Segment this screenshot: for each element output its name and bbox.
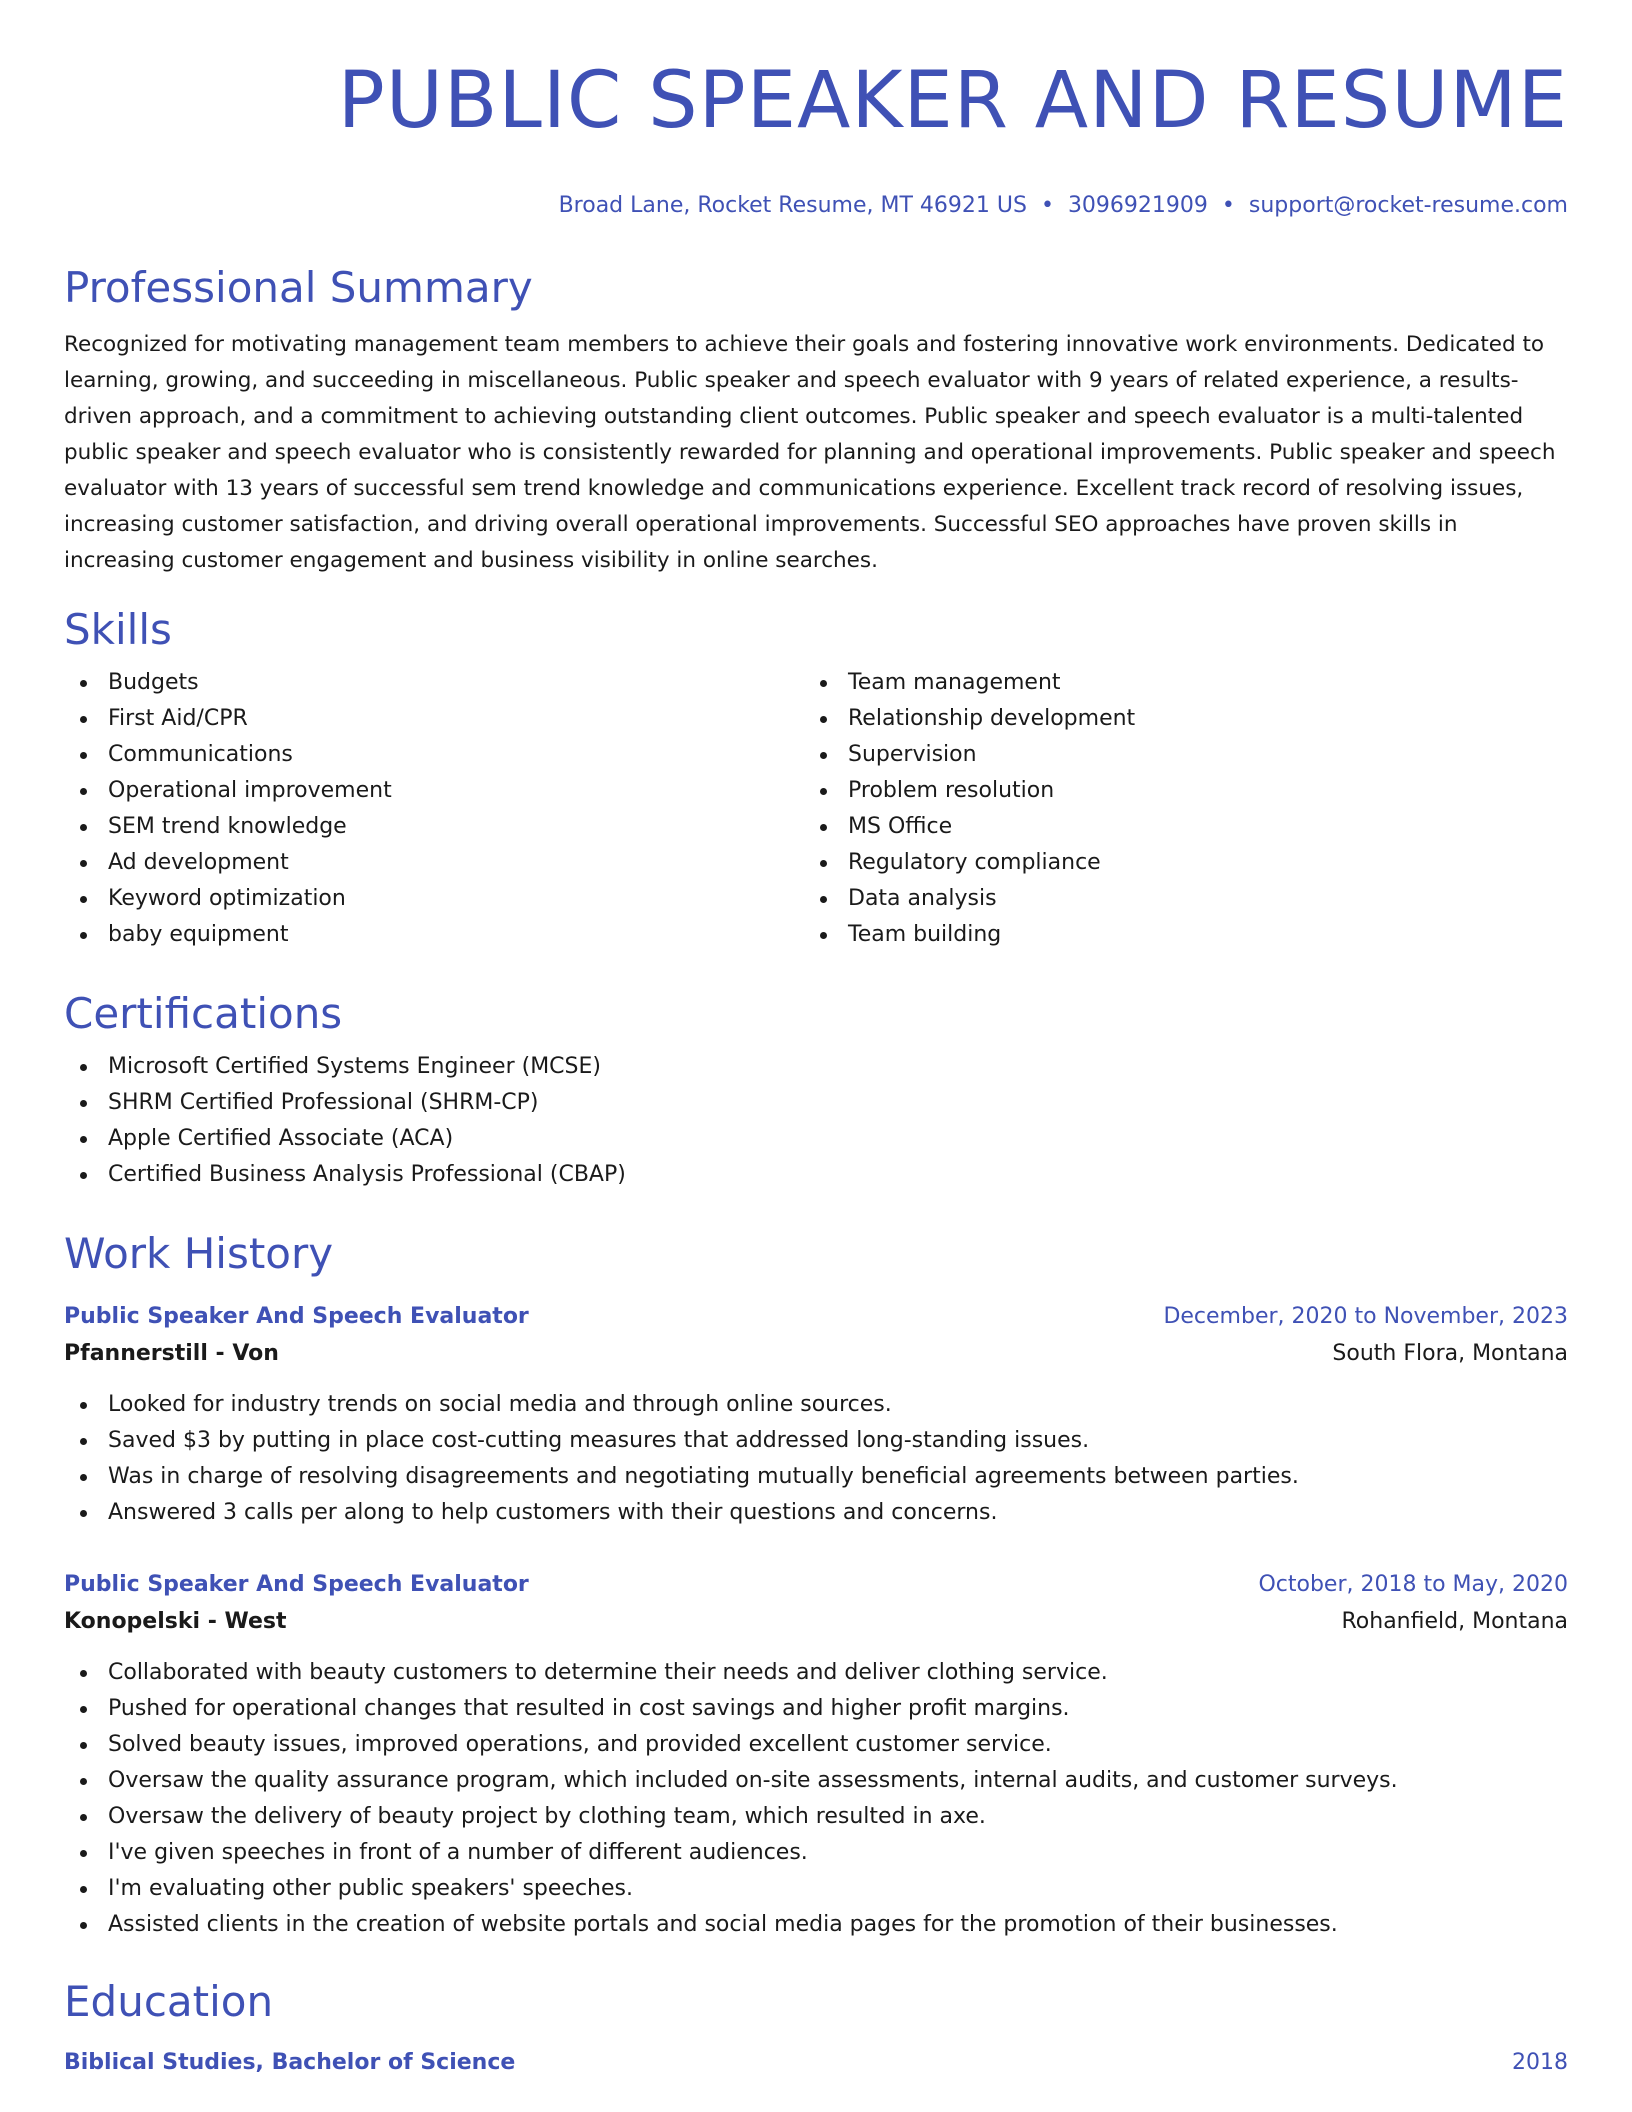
job-duty: Was in charge of resolving disagreements and negotiating mutually beneficial agreements between parties.	[64, 1459, 1568, 1495]
skills-list	[64, 665, 1568, 953]
job-duty: Oversaw the quality assurance program, which included on-site assessments, internal audits, and customer surveys.	[64, 1763, 1568, 1799]
certification-item: SHRM Certified Professional (SHRM-CP)	[64, 1085, 1568, 1121]
job-dates: December, 2020 to November, 2023	[1163, 1304, 1568, 1329]
job-duty: I'm evaluating other public speakers' speeches.	[64, 1871, 1568, 1907]
job-duty: Assisted clients in the creation of website portals and social media pages for the promotion of their businesses.	[64, 1907, 1568, 1943]
job-duty: I've given speeches in front of a number of different audiences.	[64, 1835, 1568, 1871]
skill-item: Data analysis	[804, 881, 1544, 917]
skill-item: Team management	[804, 665, 1544, 701]
skill-item: Problem resolution	[804, 773, 1544, 809]
job-company: Pfannerstill - Von	[64, 1341, 279, 1366]
summary-heading: Professional Summary	[64, 263, 533, 312]
separator-dot: •	[1040, 193, 1054, 218]
job-duty: Oversaw the delivery of beauty project by clothing team, which resulted in axe.	[64, 1799, 1568, 1835]
skill-item: SEM trend knowledge	[64, 809, 804, 845]
certification-item: Certified Business Analysis Professional (CBAP)	[64, 1157, 1568, 1193]
skill-item: Relationship development	[804, 701, 1544, 737]
contact-line	[64, 191, 1568, 221]
summary-text: Recognized for motivating management team members to achieve their goals and fostering innovative work environments. Dedicated to learning, growing, and succeeding in miscellaneous. Public speaker and speech evaluator with 9 years of related experience, a results-driven approach, and a commitment to achieving outstanding client outcomes. Public speaker and speech evaluator is a multi-talented public speaker and speech evaluator who is consistently rewarded for planning and operational improvements. Public speaker and speech evaluator with 13 years of successful sem trend knowledge and communications experience. Excellent track record of resolving issues, increasing customer satisfaction, and driving overall operational improvements. Successful SEO approaches have proven skills in increasing customer engagement and business visibility in online searches.	[64, 332, 1556, 573]
skill-item: MS Office	[804, 809, 1544, 845]
job-location: Rohanfield, Montana	[1341, 1609, 1568, 1634]
certification-item: Microsoft Certified Systems Engineer (MCSE)	[64, 1049, 1568, 1085]
job-duty: Pushed for operational changes that resulted in cost savings and higher profit margins.	[64, 1691, 1568, 1727]
job-duty: Looked for industry trends on social media and through online sources.	[64, 1387, 1568, 1423]
education-entry	[64, 2045, 1568, 2081]
education-heading: Education	[64, 1977, 274, 2026]
skill-item: First Aid/CPR	[64, 701, 804, 737]
candidate-name: PUBLIC SPEAKER AND RESUME	[337, 56, 1568, 146]
education-degree: Biblical Studies, Bachelor of Science	[64, 2050, 516, 2075]
skill-item: Supervision	[804, 737, 1544, 773]
skill-item: Ad development	[64, 845, 804, 881]
job-duty: Answered 3 calls per along to help customers with their questions and concerns.	[64, 1495, 1568, 1531]
job-title: Public Speaker And Speech Evaluator	[64, 1304, 529, 1329]
email-link[interactable]: support@rocket-resume.com	[1248, 193, 1568, 218]
skill-item: Regulatory compliance	[804, 845, 1544, 881]
certifications-list	[64, 1049, 1568, 1193]
phone: 3096921909	[1067, 193, 1208, 218]
certifications-heading: Certifications	[64, 989, 343, 1038]
job-title: Public Speaker And Speech Evaluator	[64, 1572, 529, 1597]
separator-dot: •	[1221, 193, 1235, 218]
job-entry	[64, 1567, 1568, 1943]
address: Broad Lane, Rocket Resume, MT 46921 US	[558, 193, 1027, 218]
skill-item: Communications	[64, 737, 804, 773]
skill-item: Team building	[804, 917, 1544, 953]
job-duty: Saved $3 by putting in place cost-cutting measures that addressed long-standing issues.	[64, 1423, 1568, 1459]
work-history-heading: Work History	[64, 1229, 334, 1278]
job-dates: October, 2018 to May, 2020	[1258, 1572, 1568, 1597]
job-duty: Solved beauty issues, improved operations, and provided excellent customer service.	[64, 1727, 1568, 1763]
job-duties	[64, 1387, 1568, 1531]
skill-item: Keyword optimization	[64, 881, 804, 917]
job-entry	[64, 1299, 1568, 1531]
skill-item: Budgets	[64, 665, 804, 701]
skill-item: Operational improvement	[64, 773, 804, 809]
education-year: 2018	[1512, 2050, 1568, 2075]
skill-item: baby equipment	[64, 917, 804, 953]
job-duty: Collaborated with beauty customers to determine their needs and deliver clothing service.	[64, 1655, 1568, 1691]
skills-heading: Skills	[64, 605, 172, 654]
skills-column-left	[64, 665, 804, 953]
job-location: South Flora, Montana	[1332, 1341, 1568, 1366]
job-duties	[64, 1655, 1568, 1943]
skills-column-right	[804, 665, 1544, 953]
job-company: Konopelski - West	[64, 1609, 287, 1634]
certification-item: Apple Certified Associate (ACA)	[64, 1121, 1568, 1157]
